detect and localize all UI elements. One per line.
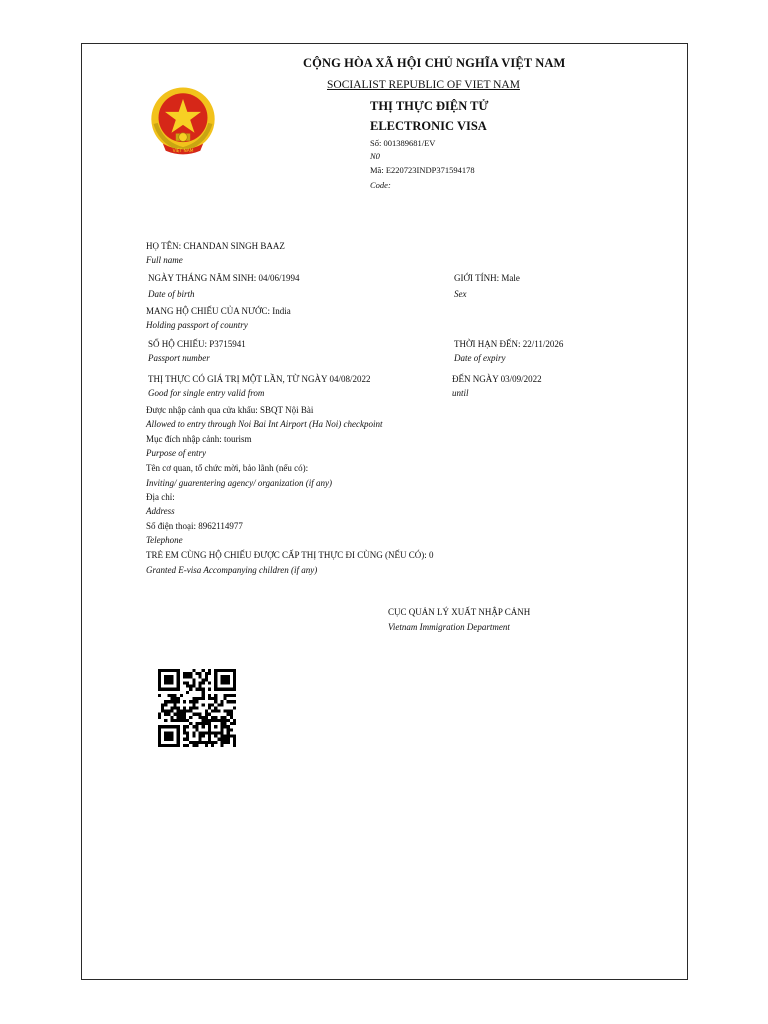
dob-field: NGÀY THÁNG NĂM SINH: 04/06/1994 xyxy=(148,273,300,283)
children-label-en: Granted E-visa Accompanying children (if any) xyxy=(146,565,318,575)
visa-code: Mã: E220723INDP371594178 xyxy=(370,165,475,175)
children-field: TRẺ EM CÙNG HỘ CHIẾU ĐƯỢC CẤP THỊ THỰC ĐI CÙNG (NẾU CÓ): 0 xyxy=(146,550,434,560)
sex-label-en: Sex xyxy=(454,289,467,299)
valid-until-field: ĐẾN NGÀY 03/09/2022 xyxy=(452,374,542,384)
issuer-name-vn: CỤC QUẢN LÝ XUẤT NHẬP CẢNH xyxy=(388,607,531,617)
issuer-name-en: Vietnam Immigration Department xyxy=(388,622,510,632)
dob-label-en: Date of birth xyxy=(148,289,195,299)
valid-from-label-en: Good for single entry valid from xyxy=(148,388,265,398)
agency-field: Tên cơ quan, tổ chức mời, bảo lãnh (nếu có): xyxy=(146,463,309,473)
country-title-vn: CỘNG HÒA XÃ HỘI CHỦ NGHĨA VIỆT NAM xyxy=(303,56,566,70)
telephone-label-en: Telephone xyxy=(146,535,183,545)
visa-code-label-en: Code: xyxy=(370,180,391,190)
purpose-field: Mục đích nhập cảnh: tourism xyxy=(146,434,252,444)
agency-label-en: Inviting/ guarentering agency/ organization (if any) xyxy=(146,478,333,488)
visa-number: Số: 001389681/EV xyxy=(370,138,436,148)
qr-code-icon xyxy=(158,669,236,747)
passport-country-field: MANG HỘ CHIẾU CỦA NƯỚC: India xyxy=(146,306,291,316)
valid-until-label-en: until xyxy=(452,388,469,398)
visa-number-label-en: N0 xyxy=(370,151,380,161)
passport-number-label-en: Passport number xyxy=(148,353,210,363)
fullname-label-en: Full name xyxy=(146,255,183,265)
visa-document xyxy=(81,43,688,980)
address-field: Địa chỉ: xyxy=(146,492,175,502)
telephone-field: Số điện thoại: 8962114977 xyxy=(146,521,243,531)
valid-from-field: THỊ THỰC CÓ GIÁ TRỊ MỘT LẦN, TỪ NGÀY 04/08/2022 xyxy=(148,374,371,384)
entry-checkpoint-field: Được nhập cảnh qua cửa khẩu: SBQT Nội Bài xyxy=(146,405,314,415)
passport-country-label-en: Holding passport of country xyxy=(146,320,248,330)
vietnam-national-emblem-icon xyxy=(147,86,219,158)
country-title-en: SOCIALIST REPUBLIC OF VIET NAM xyxy=(327,79,520,91)
sex-field: GIỚI TÍNH: Male xyxy=(454,273,520,283)
emblem-ribbon-text: VIỆT NAM xyxy=(172,149,194,155)
passport-number-field: SỐ HỘ CHIẾU: P3715941 xyxy=(148,339,246,349)
purpose-label-en: Purpose of entry xyxy=(146,448,206,458)
expiry-field: THỜI HẠN ĐẾN: 22/11/2026 xyxy=(454,339,564,349)
visa-title-en: ELECTRONIC VISA xyxy=(370,119,487,133)
address-label-en: Address xyxy=(146,506,175,516)
expiry-label-en: Date of expiry xyxy=(454,353,506,363)
fullname-field: HỌ TÊN: CHANDAN SINGH BAAZ xyxy=(146,241,285,251)
visa-title-vn: THỊ THỰC ĐIỆN TỬ xyxy=(370,99,489,113)
entry-checkpoint-label-en: Allowed to entry through Noi Bai Int Airport (Ha Noi) checkpoint xyxy=(146,419,383,429)
